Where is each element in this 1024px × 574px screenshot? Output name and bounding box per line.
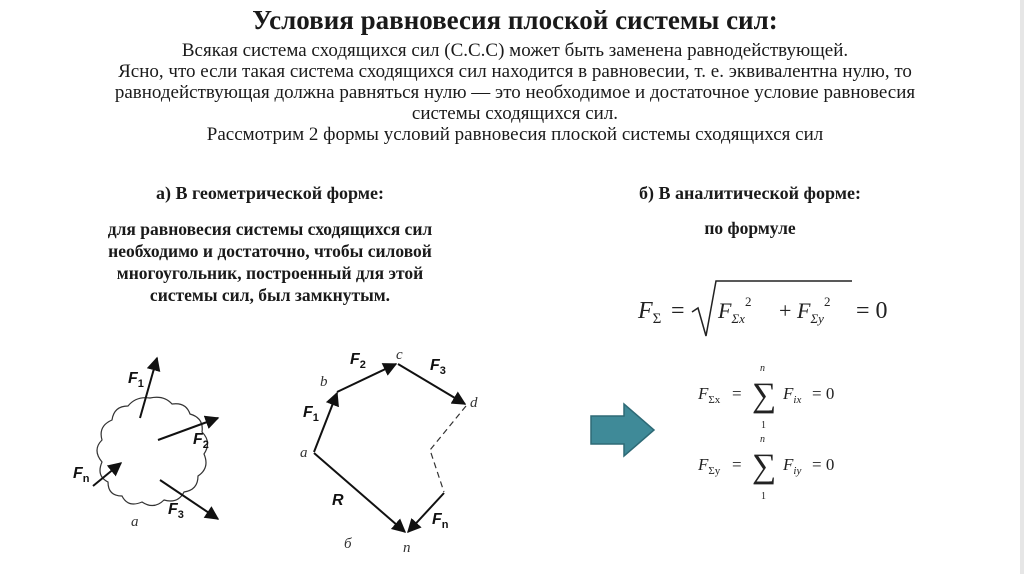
label-f1: $F_1$ xyxy=(128,370,144,390)
formula-y-lhs: $F_{\Sigma y}$ xyxy=(698,455,721,477)
point-n: n xyxy=(403,540,411,556)
resultant-r-arrow xyxy=(314,453,405,532)
label-polygon-fn: $F_n$ xyxy=(432,511,449,531)
slide-title: Условия равновесия плоской системы сил: xyxy=(252,5,778,35)
formula-x-eq: = xyxy=(732,384,742,403)
figure-a-converging-forces xyxy=(73,358,218,530)
label-polygon-f1: $F_1$ xyxy=(303,404,319,424)
formula-main-lhs: $F_\Sigma$ xyxy=(638,298,662,327)
formula-y-sum-bottom: 1 xyxy=(761,491,766,502)
label-f3: $F_3$ xyxy=(168,501,184,521)
figure-a-caption: а xyxy=(131,514,139,530)
point-a: a xyxy=(300,445,308,461)
formula-main-term-y: $F_{\Sigma y}^2$ xyxy=(797,294,831,326)
label-polygon-f2: $F_2$ xyxy=(350,351,366,371)
figure-b-force-polygon xyxy=(300,347,478,556)
formula-main-term-x: $F_{\Sigma x}^2$ xyxy=(718,294,752,326)
force-f2-arrow xyxy=(158,418,218,440)
formula-x-sum-bottom: 1 xyxy=(761,420,766,431)
formula-y-term: $F_{iy}$ xyxy=(783,455,802,477)
geometric-text-line-4: системы сил, был замкнутым. xyxy=(149,285,391,305)
polygon-side-f2 xyxy=(337,364,396,392)
right-arrow-icon xyxy=(591,404,654,456)
intro-line-1: Всякая система сходящихся сил (С.С.С) может быть заменена равнодействующей. xyxy=(181,40,849,61)
formula-main-plus: + xyxy=(779,298,792,323)
formula-y-sum-top: n xyxy=(760,434,765,445)
formula-sum-y xyxy=(697,434,834,502)
geometric-text-line-1: для равновесия системы сходящихся сил xyxy=(107,219,433,239)
analytic-form-heading: б) В аналитической форме: xyxy=(638,183,861,203)
formula-y-rhs: = 0 xyxy=(812,455,835,474)
intro-line-4: системы сходящихся сил. xyxy=(411,103,619,124)
label-f2: $F_2$ xyxy=(193,431,209,451)
label-fn: $F_n$ xyxy=(73,465,90,485)
label-resultant-r: R xyxy=(332,492,344,509)
point-b: b xyxy=(320,374,328,390)
intro-line-3: равнодействующая должна равняться нулю — это необходимое и достаточное условие равновесия xyxy=(114,82,916,103)
intro-line-2: Ясно, что если такая система сходящихся сил находится в равновесии, т. е. эквивалентна нулю, то xyxy=(118,61,912,82)
formula-x-sum-sign: ∑ xyxy=(752,377,777,414)
formula-x-rhs: = 0 xyxy=(812,384,835,403)
figure-a-body-outline xyxy=(97,397,208,505)
point-c: c xyxy=(396,347,403,363)
geometric-text-line-3: многоугольник, построенный для этой xyxy=(116,263,424,283)
point-d: d xyxy=(470,395,478,411)
formula-x-term: $F_{ix}$ xyxy=(783,384,802,406)
formula-x-lhs: $F_{\Sigma x}$ xyxy=(698,384,721,406)
analytic-form-text: по формуле xyxy=(704,218,796,238)
force-fn-arrow xyxy=(93,463,121,486)
geometric-text-line-2: необходимо и достаточно, чтобы силовой xyxy=(108,241,432,261)
formula-y-eq: = xyxy=(732,455,742,474)
figure-b-caption: б xyxy=(344,536,352,552)
formula-main-eq: = xyxy=(671,298,685,324)
label-polygon-f3: $F_3$ xyxy=(430,357,446,377)
formula-main-rhs: = 0 xyxy=(856,298,888,324)
formula-x-sum-top: n xyxy=(760,363,765,374)
formula-resultant-magnitude xyxy=(637,281,888,336)
geometric-form-heading: а) В геометрической форме: xyxy=(155,183,385,203)
formula-y-sum-sign: ∑ xyxy=(752,448,777,485)
formula-sum-x xyxy=(697,363,834,431)
polygon-dashed-sides xyxy=(430,406,466,492)
intro-line-5: Рассмотрим 2 формы условий равновесия плоской системы сходящихся сил xyxy=(206,124,824,145)
